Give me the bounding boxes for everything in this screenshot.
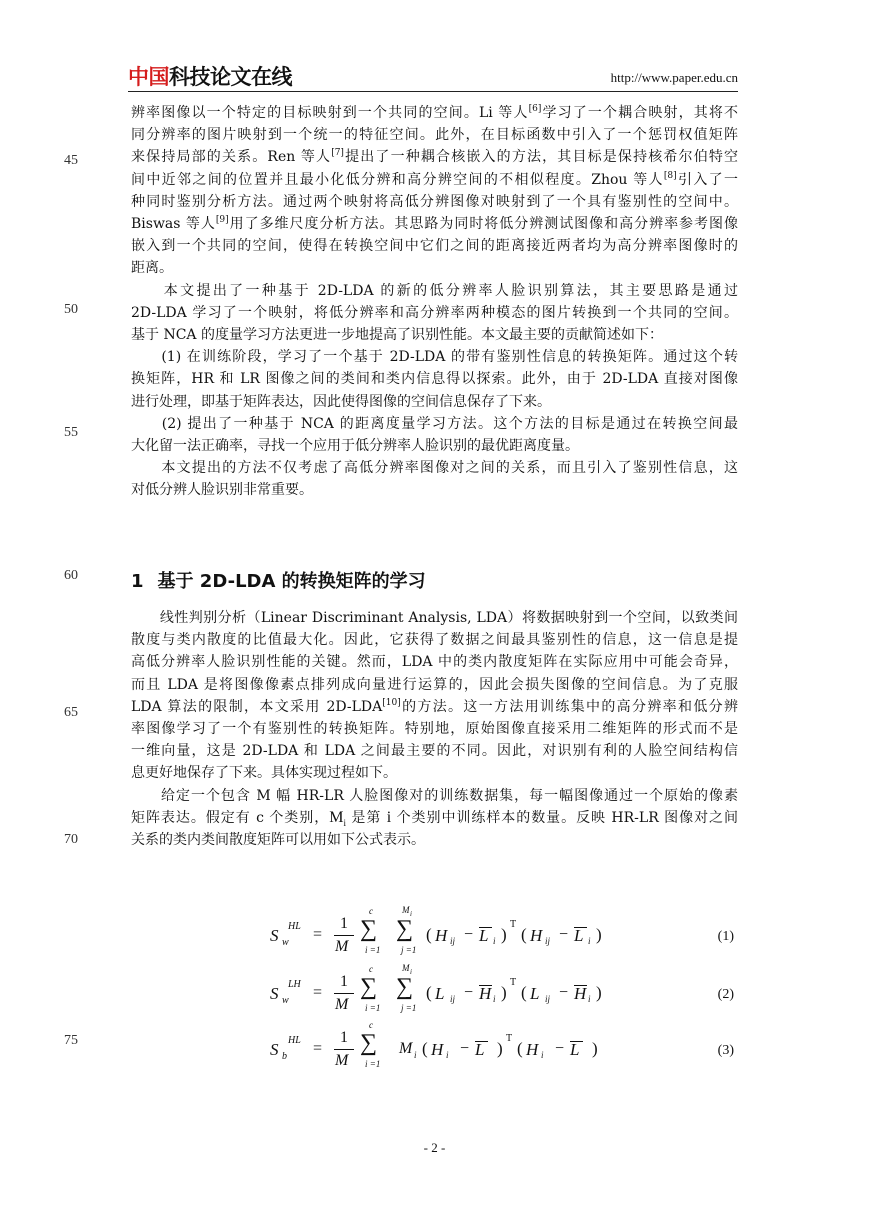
eq-lhs-sub: b (282, 1051, 287, 1062)
sum2-bottom: j =1 (401, 945, 417, 955)
text-line (131, 170, 738, 190)
text-line (131, 214, 738, 234)
equation-number: (2) (717, 987, 734, 1002)
factor1-b-sub: i (493, 994, 496, 1004)
frac-bar (334, 935, 354, 936)
frac-den: M (335, 1052, 349, 1069)
line-text: 个类别中训练样本的数量。反映 HR-LR 图像对之间 (391, 809, 738, 826)
text-line (131, 347, 738, 367)
line-number: 45 (64, 153, 78, 168)
factor2-a: H (526, 1040, 539, 1059)
factor2-close: ) (592, 1039, 598, 1058)
factor1-a-sub: ij (450, 936, 456, 946)
frac-num: 1 (340, 915, 348, 932)
line-text: 提出了一种耦合核嵌入的方法，其目标是保持核希尔伯特空 (343, 149, 739, 166)
math-subscript: i (343, 817, 346, 828)
text-line (131, 258, 738, 278)
factor1-open: ( (422, 1039, 428, 1058)
factor2-b-sub: i (588, 994, 591, 1004)
equation (268, 905, 602, 962)
line-text: 嵌入到一个共同的空间，使得在转换空间中它们之间的距离接近两者均为高分辨率图像时的 (131, 238, 738, 255)
line-text: 关系的类内类间散度矩阵可以用如下公式表示。 (131, 832, 425, 848)
text-line (131, 608, 738, 628)
eq-lhs-sub: w (282, 937, 289, 948)
factor2-a-sub: ij (545, 936, 551, 946)
line-text: 大化留一法正确率，寻找一个应用于低分辨率人脸识别的最优距离度量。 (131, 438, 579, 454)
factor2-close: ) (596, 983, 602, 1002)
text-line (131, 741, 738, 761)
section-heading (131, 567, 426, 593)
line-number: 65 (64, 705, 78, 720)
line-text: 距离。 (131, 260, 173, 277)
factor2-a-sub: ij (545, 994, 551, 1004)
sum-top: c (369, 964, 373, 974)
eq-equals: = (313, 1040, 323, 1057)
line-text: 间中近邻之间的位置并且最小化低分辨和高分辨空间的不相似程度。Zhou 等人 (131, 171, 664, 188)
sum2-top: M (402, 963, 410, 973)
line-text: 进行处理，即基于矩阵表达，因此使得图像的空间信息保存了下来。 (131, 393, 551, 410)
header-divider (128, 91, 738, 92)
citation-ref: [9] (215, 215, 229, 225)
citation-ref: [10] (382, 697, 401, 708)
eq-equals: = (313, 926, 323, 943)
citation-ref: [6] (528, 104, 542, 114)
eq-lhs: S (270, 926, 279, 945)
line-text: (1) 在训练阶段，学习了一个基于 2D-LDA 的带有鉴别性信息的转换矩阵。通过这个转 (131, 349, 738, 366)
frac-bar (334, 1049, 354, 1050)
factor1-a: L (435, 984, 445, 1003)
line-text: 学习了一个耦合映射，其将不 (541, 105, 738, 121)
math-var: $M_i$ (329, 808, 346, 828)
citation-ref: [7] (331, 148, 344, 159)
coef: M (399, 1040, 413, 1057)
logo-red-text: 中国 (128, 65, 169, 89)
sum2-top: M (402, 905, 410, 915)
sum-bottom: i =1 (365, 1003, 381, 1013)
text-line (131, 697, 738, 717)
line-text: 引入了一 (676, 171, 739, 188)
factor2-a: H (530, 926, 543, 945)
frac-den: M (335, 996, 349, 1013)
section-title: 基于 2D-LDA 的转换矩阵的学习 (157, 571, 426, 592)
text-line (131, 830, 738, 850)
line-text: 一维向量，这是 2D-LDA 和 LDA 之间最主要的不同。因此，对识别有利的人脸空间结构信 (131, 743, 738, 760)
factor1-b: L (475, 1040, 485, 1059)
transpose: T (506, 1033, 513, 1044)
text-line (131, 480, 738, 500)
factor2-a: L (530, 984, 540, 1003)
header-url[interactable]: http://www.paper.edu.cn (610, 70, 738, 85)
factor1-b: H (479, 984, 492, 1003)
factor2-b: L (574, 926, 584, 945)
line-text: 而且 LDA 是将图像像素点排列成向量进行运算的，因此会损失图像的空间信息。为了克服 (131, 676, 738, 693)
text-line (131, 325, 738, 345)
line-text: 给定一个包含 M 幅 HR-LR 人脸图像对的训练数据集，每一幅图像通过一个原始的像素 (131, 787, 738, 804)
sum-bottom: i =1 (365, 945, 381, 955)
text-line (131, 786, 738, 806)
frac-den: M (335, 938, 349, 955)
page-number: - 2 - (423, 1140, 446, 1155)
sum2-top-sub: i (410, 910, 412, 918)
line-number: 55 (64, 425, 78, 440)
text-line (131, 719, 738, 739)
frac-num: 1 (340, 973, 348, 990)
factor2-open: ( (521, 983, 527, 1002)
sum2-symbol: ∑ (396, 974, 414, 1000)
text-line (131, 436, 738, 456)
eq-lhs-sup: HL (288, 1035, 301, 1046)
factor1-close: ) (501, 925, 507, 944)
factor2-b: L (570, 1040, 580, 1059)
eq-lhs-sup: HL (288, 921, 301, 932)
text-line (131, 147, 738, 167)
line-number: 75 (64, 1033, 78, 1048)
factor2-a-sub: i (541, 1050, 544, 1060)
line-text: 来保持局部的关系。Ren 等人 (131, 149, 332, 166)
equation-number: (1) (717, 929, 734, 944)
math-var: i (386, 808, 392, 826)
text-line (131, 369, 738, 389)
factor1-minus: − (460, 1040, 470, 1057)
coef-sub: i (414, 1050, 417, 1060)
sum-top: c (369, 1020, 373, 1030)
line-text: 线性判别分析（Linear Discriminant Analysis, LDA）将数据映射到一个空间，以致类间 (131, 610, 738, 626)
text-line (131, 414, 738, 434)
sum-symbol: ∑ (360, 916, 378, 942)
text-line (131, 125, 738, 145)
transpose: T (510, 977, 517, 988)
line-text: 换矩阵，HR 和 LR 图像之间的类间和类内信息得以探索。此外，由于 2D-LDA 直接对图像 (131, 371, 738, 388)
citation-ref: [8] (663, 170, 677, 181)
transpose: T (510, 919, 517, 930)
factor1-b: L (479, 926, 489, 945)
factor2-minus: − (555, 1040, 565, 1057)
text-line (131, 236, 738, 256)
text-line (131, 303, 738, 323)
text-line (131, 652, 738, 672)
sum-symbol: ∑ (360, 974, 378, 1000)
eq-lhs: S (270, 1040, 279, 1059)
line-text: 息更好地保存了下来。具体实现过程如下。 (131, 765, 397, 782)
equation-number: (3) (717, 1043, 734, 1058)
factor1-minus: − (464, 926, 474, 943)
text-line (131, 392, 738, 412)
eq-lhs: S (270, 984, 279, 1003)
frac-bar (334, 993, 354, 994)
line-number: 70 (64, 832, 78, 847)
factor2-close: ) (596, 925, 602, 944)
line-text: 2D-LDA 学习了一个映射，将低分辨率和高分辨率两种模态的图片转换到一个共同的空间。 (131, 304, 738, 321)
text-line (131, 192, 738, 212)
factor2-open: ( (521, 925, 527, 944)
sum2-top-sub: i (410, 968, 412, 976)
factor2-minus: − (559, 926, 569, 943)
equation (268, 963, 602, 1020)
factor2-b: H (574, 984, 587, 1003)
text-line (131, 675, 738, 695)
factor1-a-sub: i (446, 1050, 449, 1060)
factor1-b-sub: i (493, 936, 496, 946)
factor1-a-sub: ij (450, 994, 456, 1004)
section-number: 1 (131, 571, 144, 592)
equation (268, 1020, 598, 1076)
line-text: 本文提出了一种基于 2D-LDA 的新的低分辨率人脸识别算法，其主要思路是通过 (131, 282, 738, 299)
eq-lhs-sub: w (282, 995, 289, 1006)
line-text: 率图像学习了一个有鉴别性的转换矩阵。特别地，原始图像直接采用二维矩阵的形式而不是 (131, 721, 738, 737)
factor1-close: ) (497, 1039, 503, 1058)
text-line (131, 281, 738, 301)
eq-equals: = (313, 984, 323, 1001)
line-number: 60 (64, 568, 78, 583)
sum-symbol: ∑ (360, 1030, 378, 1056)
text-line (131, 458, 738, 478)
line-text: 辨率图像以一个特定的目标映射到一个共同的空间。Li 等人 (131, 105, 529, 121)
sum-top: c (369, 906, 373, 916)
line-text: 矩阵表达。假定有 c 个类别， (131, 809, 330, 826)
line-text: 高低分辨率人脸识别性能的关键。然而，LDA 中的类内散度矩阵在实际应用中可能会奇异， (131, 654, 738, 671)
line-text: 同分辨率的图片映射到一个统一的特征空间。此外，在目标函数中引入了一个惩罚权值矩阵 (131, 127, 738, 144)
eq-lhs-sup: LH (288, 979, 301, 990)
factor1-minus: − (464, 984, 474, 1001)
sum2-bottom: j =1 (401, 1003, 417, 1013)
factor1-close: ) (501, 983, 507, 1002)
line-text: 是第 (345, 809, 387, 826)
factor1-a: H (431, 1040, 444, 1059)
text-line (131, 763, 738, 783)
frac-num: 1 (340, 1029, 348, 1046)
line-text: 基于 NCA 的度量学习方法更进一步地提高了识别性能。本文最主要的贡献简述如下： (131, 327, 663, 343)
factor2-minus: − (559, 984, 569, 1001)
text-line (131, 103, 738, 123)
site-logo (128, 64, 292, 90)
sum-bottom: i =1 (365, 1059, 381, 1069)
factor2-open: ( (517, 1039, 523, 1058)
line-text: 对低分辨人脸识别非常重要。 (131, 482, 313, 499)
text-line (131, 630, 738, 650)
line-text: 本文提出的方法不仅考虑了高低分辨率图像对之间的关系，而且引入了鉴别性信息，这 (131, 460, 738, 477)
factor2-b-sub: i (588, 936, 591, 946)
line-text: 的方法。这一方法用训练集中的高分辨率和低分辨 (400, 698, 738, 715)
line-text: Biswas 等人 (131, 216, 216, 232)
factor1-open: ( (426, 925, 432, 944)
line-text: (2) 提出了一种基于 NCA 的距离度量学习方法。这个方法的目标是通过在转换空间最 (131, 415, 738, 432)
logo-black-text: 科技论文在线 (169, 65, 292, 89)
sum2-symbol: ∑ (396, 916, 414, 942)
factor1-a: H (435, 926, 448, 945)
line-text: 种同时鉴别分析方法。通过两个映射将高低分辨图像对映射到了一个具有鉴别性的空间中。 (131, 193, 738, 210)
line-number: 50 (64, 302, 78, 317)
line-text: LDA 算法的限制，本文采用 2D-LDA (131, 698, 383, 715)
line-text: 用了多维尺度分析方法。其思路为同时将低分辨测试图像和高分辨率参考图像 (228, 216, 739, 232)
line-text: 散度与类内散度的比值最大化。因此，它获得了数据之间最具鉴别性的信息，这一信息是提 (131, 632, 738, 649)
factor1-open: ( (426, 983, 432, 1002)
